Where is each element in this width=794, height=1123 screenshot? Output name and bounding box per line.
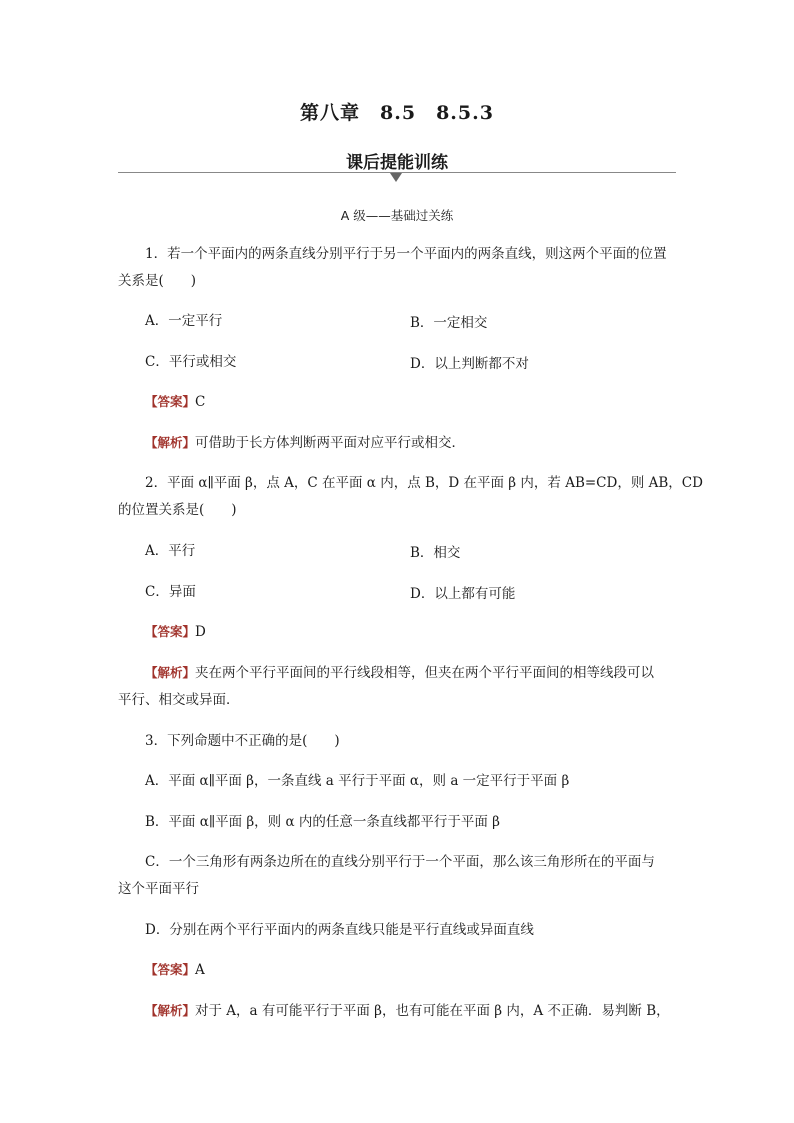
q1-stem-line2: 关系是( )	[118, 273, 197, 289]
analysis-tag: 【解析】	[145, 1003, 196, 1018]
q2-option-b: B．相交	[410, 545, 461, 561]
q3-option-c-line2: 这个平面平行	[118, 881, 199, 897]
q3-answer-value: A	[195, 962, 205, 978]
q1-option-c: C．平行或相交	[145, 354, 237, 370]
q3-analysis	[145, 1001, 705, 1021]
q2-option-d: D．以上都有可能	[410, 586, 516, 602]
analysis-tag: 【解析】	[145, 435, 196, 450]
analysis-tag: 【解析】	[145, 665, 196, 680]
q2-analysis-text: 夹在两个平行平面间的平行线段相等，但夹在两个平行平面间的相等线段可以	[195, 665, 655, 681]
q3-option-d: D．分别在两个平行平面内的两条直线只能是平行直线或异面直线	[145, 922, 534, 938]
answer-tag: 【答案】	[145, 624, 196, 639]
q2-answer-value: D	[195, 624, 206, 640]
section-title: 课后提能训练	[346, 153, 448, 173]
answer-tag: 【答案】	[145, 394, 196, 409]
q1-answer-value: C	[195, 394, 206, 410]
q2-option-c: C．异面	[145, 584, 196, 600]
q1-analysis	[145, 433, 705, 453]
q1-analysis-text: 可借助于长方体判断两平面对应平行或相交．	[195, 435, 466, 451]
q1-option-b: B．一定相交	[410, 315, 488, 331]
q3-option-b: B．平面 α∥平面 β，则 α 内的任意一条直线都平行于平面 β	[145, 814, 500, 830]
chapter-title: 第八章 8.5 8.5.3	[300, 102, 494, 124]
level-heading: A 级——基础过关练	[340, 208, 454, 223]
triangle-down-icon	[390, 173, 402, 182]
q1-option-d: D．以上判断都不对	[410, 356, 529, 372]
q3-option-a: A．平面 α∥平面 β，一条直线 a 平行于平面 α，则 a 一定平行于平面 β	[145, 773, 570, 789]
q3-answer	[145, 960, 705, 980]
q2-answer	[145, 622, 705, 642]
q2-stem-line2: 的位置关系是( )	[118, 502, 237, 518]
q1-option-a: A．一定平行	[145, 313, 223, 329]
q2-analysis	[145, 663, 705, 683]
q3-stem: 3．下列命题中不正确的是( )	[145, 733, 340, 749]
q2-analysis-line2: 平行、相交或异面．	[118, 692, 240, 708]
q2-option-a: A．平行	[145, 543, 196, 559]
q2-stem-line1: 2．平面 α∥平面 β，点 A，C 在平面 α 内，点 B，D 在平面 β 内，若 AB=CD，则 AB，CD	[145, 475, 703, 491]
q1-answer	[145, 392, 705, 412]
q3-analysis-text: 对于 A，a 有可能平行于平面 β，也有可能在平面 β 内，A 不正确．易判断 B，	[195, 1003, 670, 1019]
q1-stem-line1: 1．若一个平面内的两条直线分别平行于另一个平面内的两条直线，则这两个平面的位置	[145, 246, 667, 262]
q3-option-c-line1: C．一个三角形有两条边所在的直线分别平行于一个平面，那么该三角形所在的平面与	[145, 854, 655, 870]
answer-tag: 【答案】	[145, 962, 196, 977]
